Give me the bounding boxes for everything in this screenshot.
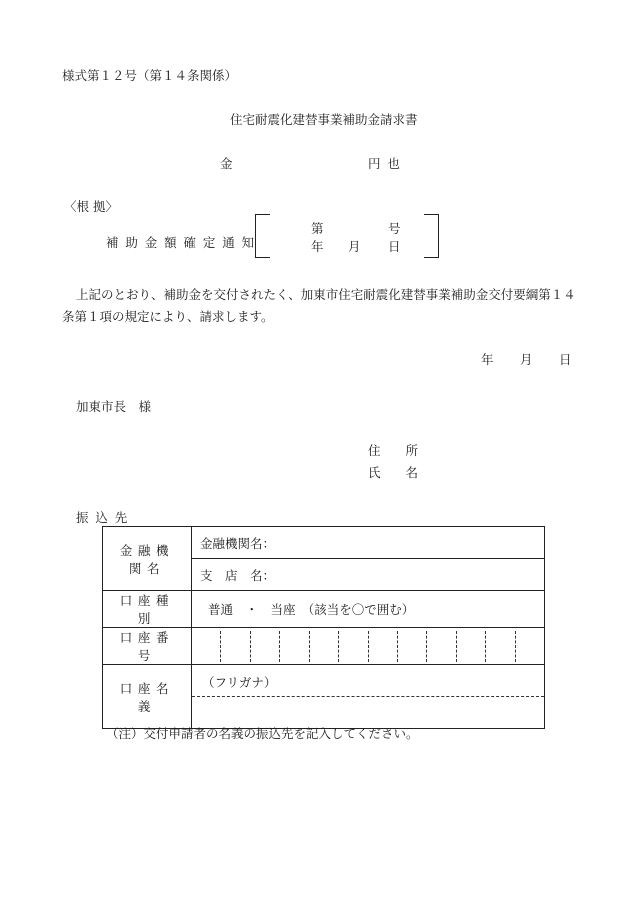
digit-cell[interactable] [486,631,515,662]
digit-cell[interactable] [339,631,368,662]
digit-cell[interactable] [398,631,427,662]
account-number-field[interactable] [192,628,545,665]
account-type-label: 口座種別 [103,591,192,628]
form-number: 様式第１２号（第１４条関係） [62,68,238,83]
notice-number-prefix: 第 [311,221,324,236]
request-date-month: 月 [520,352,533,367]
account-number-digits [192,631,544,662]
body-text-line1: 上記のとおり、補助金を交付されたく、加東市住宅耐震化建替事業補助金交付要綱第１４ [76,287,576,302]
notice-number-suffix: 号 [388,221,401,236]
addressee: 加東市長 様 [76,399,152,414]
account-holder-field[interactable] [192,665,545,729]
amount-suffix: 円也 [368,156,407,171]
request-date-day: 日 [559,352,572,367]
amount-prefix: 金 [220,156,233,171]
name-label: 氏 名 [368,465,419,480]
notice-date-day: 日 [388,239,401,254]
bracket-left [255,214,270,258]
digit-cell[interactable] [310,631,339,662]
furigana-divider [192,696,544,697]
digit-cell[interactable] [251,631,280,662]
digit-cell[interactable] [192,631,221,662]
account-type-options[interactable]: 普通 ・ 当座 （該当を〇で囲む） [192,591,545,628]
notice-date-month: 月 [348,239,361,254]
branch-name-field[interactable]: 支 店 名： [192,559,545,591]
furigana-label: （フリガナ） [202,675,277,690]
basis-heading: 〈根 拠〉 [64,199,118,214]
basis-label: 補助金額確定通知 [106,235,262,250]
transfer-table [102,526,545,729]
bracket-right [424,214,439,258]
transfer-heading: 振込先 [76,510,135,525]
digit-cell[interactable] [457,631,486,662]
address-label: 住 所 [368,443,419,458]
digit-cell[interactable] [280,631,309,662]
account-number-label: 口座番号 [103,628,192,665]
body-text-line2: 条第１項の規定により、請求します。 [62,309,274,324]
request-date-year: 年 [481,352,494,367]
bank-name-label: 金融機関名 [103,527,192,591]
digit-cell[interactable] [427,631,456,662]
notice-date-year: 年 [311,239,324,254]
account-holder-label: 口座名義 [103,665,192,729]
bank-name-field[interactable]: 金融機関名： [192,527,545,559]
note: （注）交付申請者の名義の振込先を記入してください。 [106,726,419,741]
document-title: 住宅耐震化建替事業補助金請求書 [230,112,418,127]
digit-cell[interactable] [369,631,398,662]
digit-cell[interactable] [221,631,250,662]
digit-cell[interactable] [516,631,544,662]
